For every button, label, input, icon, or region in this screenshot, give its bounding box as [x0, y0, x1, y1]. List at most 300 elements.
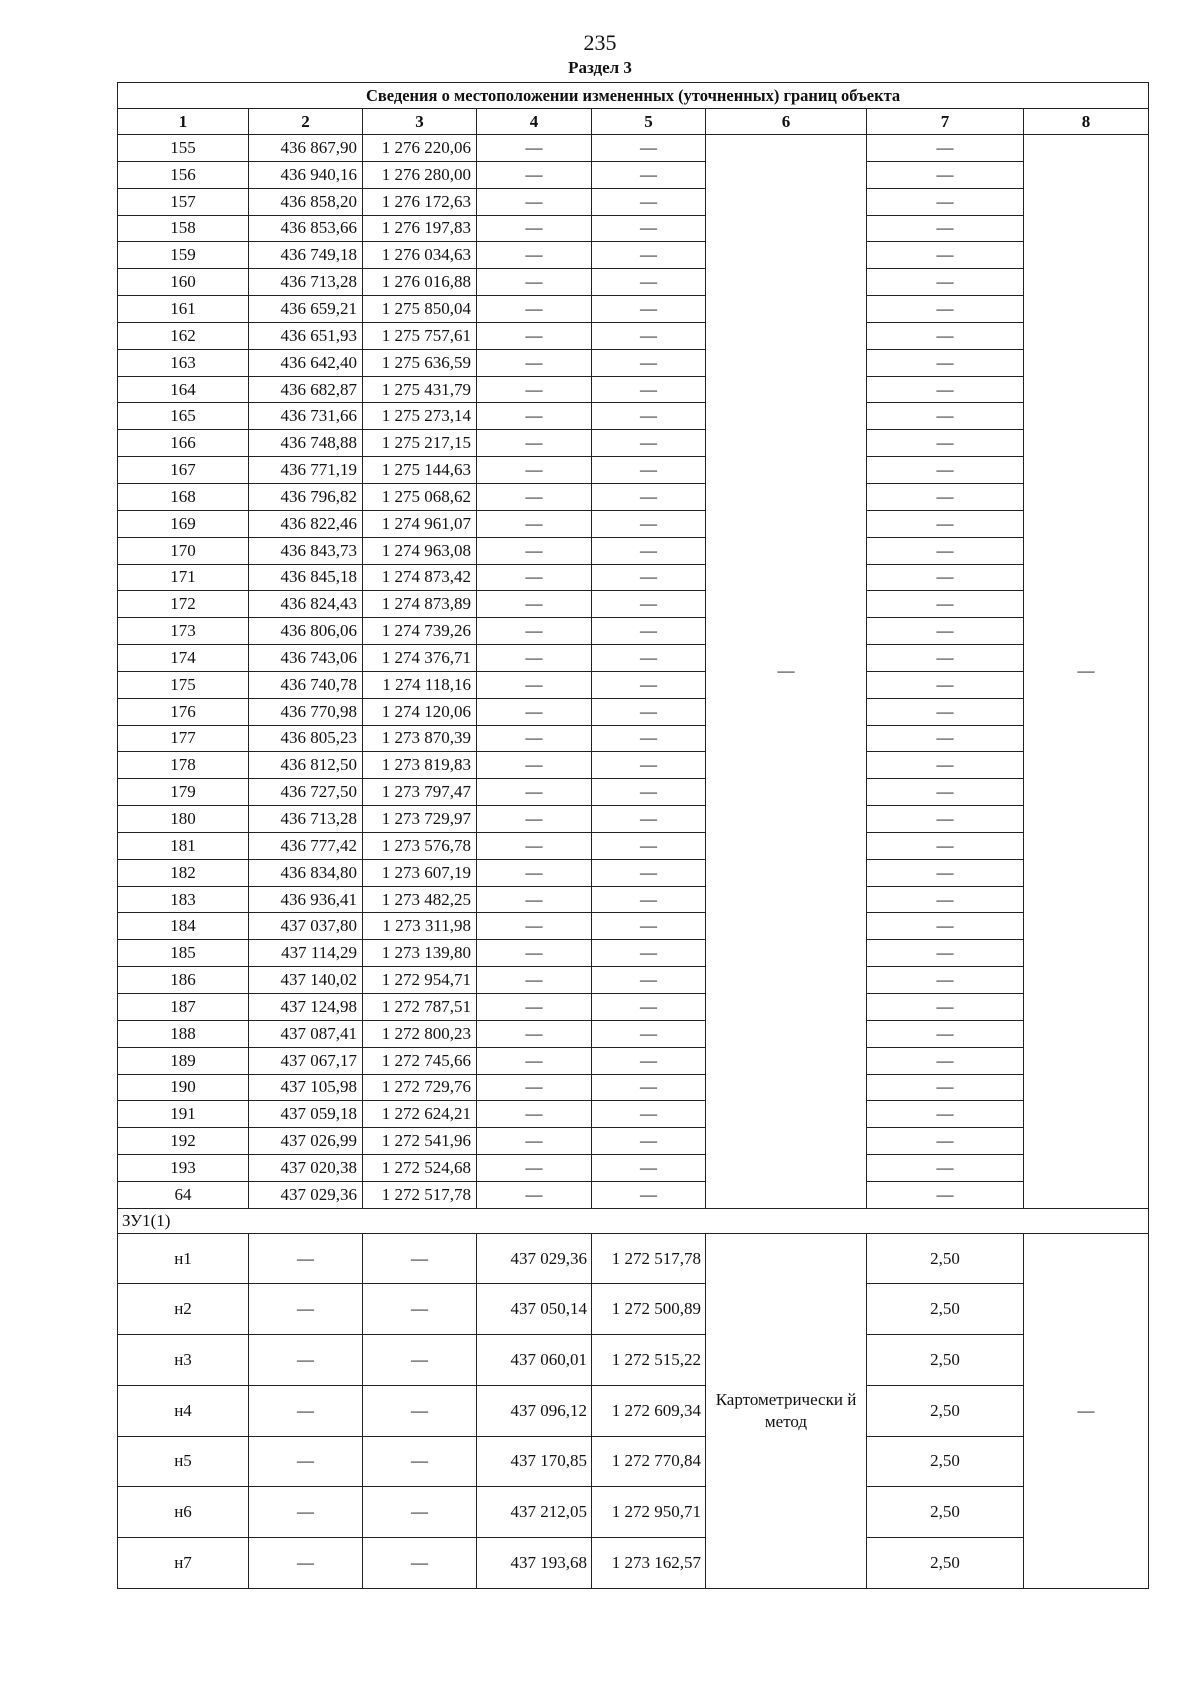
dash-cell: —: [867, 671, 1024, 698]
coordinate-y: 1 273 819,83: [363, 752, 477, 779]
point-number: н7: [118, 1537, 249, 1588]
coordinate-x: 436 796,82: [249, 483, 363, 510]
coordinate-x: 436 727,50: [249, 779, 363, 806]
coordinate-x: 436 713,28: [249, 269, 363, 296]
coordinate-x: 437 212,05: [477, 1487, 592, 1538]
dash-cell: —: [867, 457, 1024, 484]
dash-cell: —: [592, 510, 706, 537]
coordinate-x: 436 834,80: [249, 859, 363, 886]
dash-cell: —: [592, 403, 706, 430]
point-number: 178: [118, 752, 249, 779]
point-number: 177: [118, 725, 249, 752]
dash-cell: —: [867, 832, 1024, 859]
dash-cell: —: [477, 430, 592, 457]
dash-cell: —: [477, 188, 592, 215]
dash-cell: —: [477, 671, 592, 698]
point-number: 168: [118, 483, 249, 510]
dash-cell: —: [592, 161, 706, 188]
point-number: 174: [118, 645, 249, 672]
dash-cell: —: [592, 376, 706, 403]
coordinate-y: 1 273 139,80: [363, 940, 477, 967]
caption-row: [118, 83, 1149, 109]
dash-cell: —: [249, 1436, 363, 1487]
point-number: 187: [118, 994, 249, 1021]
dash-cell: —: [363, 1233, 477, 1284]
coordinate-x: 437 170,85: [477, 1436, 592, 1487]
dash-cell: —: [867, 806, 1024, 833]
table-row: [118, 564, 1149, 591]
table-caption: Сведения о местоположении измененных (уточненных) границ объекта: [118, 83, 1149, 109]
column-header: 2: [249, 109, 363, 135]
dash-cell: —: [592, 1074, 706, 1101]
dash-cell: —: [477, 269, 592, 296]
coordinate-x: 437 096,12: [477, 1385, 592, 1436]
coordinate-y: 1 275 757,61: [363, 322, 477, 349]
table-row: [118, 725, 1149, 752]
dash-cell: —: [867, 591, 1024, 618]
point-number: 185: [118, 940, 249, 967]
dash-cell: —: [867, 940, 1024, 967]
column-header-row: [118, 109, 1149, 135]
table-row: [118, 698, 1149, 725]
dash-cell: —: [592, 1128, 706, 1155]
table-row: [118, 1233, 1149, 1284]
dash-cell: —: [867, 376, 1024, 403]
point-number: 156: [118, 161, 249, 188]
accuracy-cell: 2,50: [867, 1335, 1024, 1386]
dash-cell: —: [867, 322, 1024, 349]
table-row: [118, 349, 1149, 376]
table-row: [118, 1487, 1149, 1538]
table-row: [118, 1284, 1149, 1335]
point-number: 186: [118, 967, 249, 994]
point-number: 161: [118, 296, 249, 323]
dash-cell: —: [477, 779, 592, 806]
point-number: 169: [118, 510, 249, 537]
group-label: ЗУ1(1): [118, 1208, 1149, 1233]
column-header: 8: [1024, 109, 1149, 135]
dash-cell: —: [592, 322, 706, 349]
dash-cell: —: [477, 725, 592, 752]
point-number: 157: [118, 188, 249, 215]
dash-cell: —: [867, 1155, 1024, 1182]
dash-cell: —: [477, 645, 592, 672]
coordinate-y: 1 274 120,06: [363, 698, 477, 725]
point-number: 173: [118, 618, 249, 645]
dash-cell: —: [592, 886, 706, 913]
dash-cell: —: [477, 1020, 592, 1047]
coordinate-x: 436 713,28: [249, 806, 363, 833]
coordinate-y: 1 272 729,76: [363, 1074, 477, 1101]
table-row: [118, 1537, 1149, 1588]
coordinate-x: 437 026,99: [249, 1128, 363, 1155]
dash-cell: —: [592, 483, 706, 510]
dash-cell: —: [592, 457, 706, 484]
table-row: [118, 779, 1149, 806]
point-number: н2: [118, 1284, 249, 1335]
dash-cell: —: [592, 725, 706, 752]
dash-cell: —: [477, 322, 592, 349]
coordinate-y: 1 274 739,26: [363, 618, 477, 645]
coordinate-x: 436 867,90: [249, 135, 363, 162]
coordinate-x: 436 805,23: [249, 725, 363, 752]
point-number: 190: [118, 1074, 249, 1101]
dash-cell: —: [477, 1181, 592, 1208]
point-number: 182: [118, 859, 249, 886]
coordinate-y: 1 272 954,71: [363, 967, 477, 994]
table-row: [118, 645, 1149, 672]
dash-cell: —: [592, 913, 706, 940]
coordinate-x: 436 858,20: [249, 188, 363, 215]
table-row: [118, 1047, 1149, 1074]
coordinate-y: 1 272 787,51: [363, 994, 477, 1021]
coordinate-x: 436 749,18: [249, 242, 363, 269]
table-row: [118, 510, 1149, 537]
table-row: [118, 913, 1149, 940]
dash-cell: —: [592, 296, 706, 323]
table-row: [118, 430, 1149, 457]
table-row: [118, 215, 1149, 242]
coordinate-x: 436 740,78: [249, 671, 363, 698]
dash-cell: —: [592, 1181, 706, 1208]
dash-cell: —: [592, 591, 706, 618]
dash-cell: —: [592, 994, 706, 1021]
coordinate-x: 436 806,06: [249, 618, 363, 645]
point-number: 170: [118, 537, 249, 564]
dash-cell: —: [249, 1385, 363, 1436]
point-number: 189: [118, 1047, 249, 1074]
column-header: 6: [706, 109, 867, 135]
coordinate-y: 1 272 517,78: [363, 1181, 477, 1208]
dash-cell: —: [867, 1047, 1024, 1074]
coordinate-x: 436 748,88: [249, 430, 363, 457]
table-row: [118, 1335, 1149, 1386]
dash-cell: —: [592, 1020, 706, 1047]
dash-cell: —: [867, 1074, 1024, 1101]
point-number: 165: [118, 403, 249, 430]
method-cell: Картометрически й метод: [706, 1233, 867, 1588]
dash-cell: —: [592, 135, 706, 162]
point-number: 175: [118, 671, 249, 698]
coordinate-x: 436 936,41: [249, 886, 363, 913]
point-number: 188: [118, 1020, 249, 1047]
coordinate-x: 437 060,01: [477, 1335, 592, 1386]
table-row: [118, 1155, 1149, 1182]
point-number: 160: [118, 269, 249, 296]
point-number: 181: [118, 832, 249, 859]
dash-cell: —: [477, 1155, 592, 1182]
coordinate-x: 437 050,14: [477, 1284, 592, 1335]
dash-cell: —: [477, 698, 592, 725]
point-number: н3: [118, 1335, 249, 1386]
point-number: 172: [118, 591, 249, 618]
coordinate-y: 1 275 217,15: [363, 430, 477, 457]
coordinate-x: 437 114,29: [249, 940, 363, 967]
dash-cell: —: [363, 1436, 477, 1487]
dash-cell: —: [363, 1487, 477, 1538]
point-number: 176: [118, 698, 249, 725]
dash-cell: —: [477, 1101, 592, 1128]
point-number: н6: [118, 1487, 249, 1538]
coordinate-x: 436 642,40: [249, 349, 363, 376]
dash-cell: —: [477, 510, 592, 537]
dash-cell: —: [477, 967, 592, 994]
group-row: [118, 1208, 1149, 1233]
coordinate-y: 1 275 144,63: [363, 457, 477, 484]
table-row: [118, 591, 1149, 618]
table-row: [118, 135, 1149, 162]
coordinate-y: 1 273 797,47: [363, 779, 477, 806]
coordinate-y: 1 273 162,57: [592, 1537, 706, 1588]
accuracy-cell: 2,50: [867, 1284, 1024, 1335]
coordinate-x: 436 845,18: [249, 564, 363, 591]
dash-cell: —: [592, 1047, 706, 1074]
coordinate-y: 1 273 576,78: [363, 832, 477, 859]
dash-cell: —: [592, 1101, 706, 1128]
table-row: [118, 296, 1149, 323]
dash-cell: —: [592, 859, 706, 886]
dash-cell: —: [249, 1335, 363, 1386]
dash-cell: —: [477, 537, 592, 564]
table-row: [118, 1436, 1149, 1487]
coordinate-y: 1 274 873,89: [363, 591, 477, 618]
coordinate-y: 1 273 607,19: [363, 859, 477, 886]
dash-cell: —: [477, 457, 592, 484]
dash-cell: —: [867, 1128, 1024, 1155]
dash-cell: —: [477, 591, 592, 618]
point-number: 166: [118, 430, 249, 457]
coordinate-x: 436 777,42: [249, 832, 363, 859]
table-row: [118, 1020, 1149, 1047]
coordinate-x: 436 940,16: [249, 161, 363, 188]
dash-cell: —: [249, 1284, 363, 1335]
coordinate-y: 1 275 850,04: [363, 296, 477, 323]
coordinate-x: 437 087,41: [249, 1020, 363, 1047]
dash-cell: —: [867, 430, 1024, 457]
coordinate-y: 1 273 482,25: [363, 886, 477, 913]
dash-cell: —: [363, 1385, 477, 1436]
dash-cell: —: [592, 1155, 706, 1182]
coordinate-x: 436 682,87: [249, 376, 363, 403]
table-row: [118, 832, 1149, 859]
coordinate-y: 1 276 197,83: [363, 215, 477, 242]
table-body: [118, 83, 1149, 1589]
coordinate-x: 436 770,98: [249, 698, 363, 725]
dash-cell: —: [867, 1181, 1024, 1208]
dash-cell: —: [477, 806, 592, 833]
dash-cell: —: [477, 913, 592, 940]
table-row: [118, 269, 1149, 296]
dash-cell: —: [867, 886, 1024, 913]
dash-cell: —: [592, 940, 706, 967]
dash-cell: —: [592, 779, 706, 806]
table-row: [118, 242, 1149, 269]
dash-cell: —: [477, 1047, 592, 1074]
coordinate-x: 437 059,18: [249, 1101, 363, 1128]
dash-cell: —: [592, 215, 706, 242]
dash-cell: —: [592, 832, 706, 859]
boundary-table: [117, 82, 1149, 1589]
column-header: 5: [592, 109, 706, 135]
dash-cell: —: [867, 135, 1024, 162]
point-number: 183: [118, 886, 249, 913]
table-row: [118, 1385, 1149, 1436]
table-row: [118, 859, 1149, 886]
coordinate-y: 1 272 524,68: [363, 1155, 477, 1182]
coordinate-x: 437 067,17: [249, 1047, 363, 1074]
coordinate-y: 1 272 745,66: [363, 1047, 477, 1074]
dash-cell: —: [867, 618, 1024, 645]
coordinate-y: 1 272 517,78: [592, 1233, 706, 1284]
coordinate-y: 1 273 870,39: [363, 725, 477, 752]
coordinate-y: 1 272 950,71: [592, 1487, 706, 1538]
point-number: н5: [118, 1436, 249, 1487]
dash-cell: —: [592, 752, 706, 779]
table-row: [118, 671, 1149, 698]
dash-cell: —: [867, 242, 1024, 269]
dash-cell: —: [477, 1128, 592, 1155]
point-number: 191: [118, 1101, 249, 1128]
dash-cell: —: [592, 564, 706, 591]
dash-cell: —: [592, 537, 706, 564]
point-number: 180: [118, 806, 249, 833]
dash-cell: —: [592, 242, 706, 269]
coordinate-y: 1 274 963,08: [363, 537, 477, 564]
point-number: 162: [118, 322, 249, 349]
dash-cell: —: [592, 349, 706, 376]
dash-cell: —: [867, 510, 1024, 537]
table-row: [118, 483, 1149, 510]
dash-cell: —: [867, 752, 1024, 779]
dash-cell: —: [363, 1537, 477, 1588]
point-number: 192: [118, 1128, 249, 1155]
table-row: [118, 886, 1149, 913]
description-cell-merged: —: [1024, 135, 1149, 1209]
dash-cell: —: [867, 698, 1024, 725]
coordinate-y: 1 276 280,00: [363, 161, 477, 188]
coordinate-x: 436 824,43: [249, 591, 363, 618]
page-number: 235: [583, 30, 617, 55]
dash-cell: —: [867, 349, 1024, 376]
accuracy-cell: 2,50: [867, 1537, 1024, 1588]
point-number: н1: [118, 1233, 249, 1284]
column-header: 7: [867, 109, 1024, 135]
dash-cell: —: [867, 913, 1024, 940]
point-number: 167: [118, 457, 249, 484]
point-number: 193: [118, 1155, 249, 1182]
table-row: [118, 967, 1149, 994]
table-row: [118, 161, 1149, 188]
dash-cell: —: [477, 994, 592, 1021]
coordinate-x: 436 651,93: [249, 322, 363, 349]
coordinate-x: 436 731,66: [249, 403, 363, 430]
coordinate-y: 1 276 016,88: [363, 269, 477, 296]
table-row: [118, 457, 1149, 484]
coordinate-y: 1 275 636,59: [363, 349, 477, 376]
description-cell-merged: —: [1024, 1233, 1149, 1588]
coordinate-x: 437 105,98: [249, 1074, 363, 1101]
dash-cell: —: [249, 1487, 363, 1538]
coordinate-y: 1 272 800,23: [363, 1020, 477, 1047]
table-row: [118, 752, 1149, 779]
table-row: [118, 376, 1149, 403]
dash-cell: —: [477, 376, 592, 403]
dash-cell: —: [592, 671, 706, 698]
point-number: н4: [118, 1385, 249, 1436]
dash-cell: —: [867, 269, 1024, 296]
dash-cell: —: [867, 564, 1024, 591]
dash-cell: —: [867, 967, 1024, 994]
accuracy-cell: 2,50: [867, 1233, 1024, 1284]
coordinate-y: 1 275 273,14: [363, 403, 477, 430]
coordinate-y: 1 274 376,71: [363, 645, 477, 672]
dash-cell: —: [867, 645, 1024, 672]
coordinate-y: 1 275 431,79: [363, 376, 477, 403]
coordinate-y: 1 274 873,42: [363, 564, 477, 591]
dash-cell: —: [477, 215, 592, 242]
coordinate-x: 437 193,68: [477, 1537, 592, 1588]
coordinate-y: 1 272 624,21: [363, 1101, 477, 1128]
dash-cell: —: [592, 645, 706, 672]
table-row: [118, 322, 1149, 349]
dash-cell: —: [477, 832, 592, 859]
point-number: 64: [118, 1181, 249, 1208]
point-number: 159: [118, 242, 249, 269]
dash-cell: —: [592, 430, 706, 457]
coordinate-x: 437 140,02: [249, 967, 363, 994]
coordinate-x: 436 822,46: [249, 510, 363, 537]
dash-cell: —: [867, 215, 1024, 242]
coordinate-x: 436 743,06: [249, 645, 363, 672]
dash-cell: —: [477, 940, 592, 967]
accuracy-cell: 2,50: [867, 1385, 1024, 1436]
table-row: [118, 994, 1149, 1021]
table-row: [118, 188, 1149, 215]
dash-cell: —: [477, 886, 592, 913]
coordinate-y: 1 272 609,34: [592, 1385, 706, 1436]
table-row: [118, 537, 1149, 564]
coordinate-x: 437 124,98: [249, 994, 363, 1021]
dash-cell: —: [867, 537, 1024, 564]
dash-cell: —: [477, 564, 592, 591]
table-row: [118, 1101, 1149, 1128]
dash-cell: —: [477, 403, 592, 430]
dash-cell: —: [867, 296, 1024, 323]
dash-cell: —: [592, 698, 706, 725]
coordinate-x: 436 659,21: [249, 296, 363, 323]
coordinate-y: 1 272 770,84: [592, 1436, 706, 1487]
coordinate-x: 437 029,36: [249, 1181, 363, 1208]
accuracy-cell: 2,50: [867, 1487, 1024, 1538]
dash-cell: —: [477, 483, 592, 510]
point-number: 155: [118, 135, 249, 162]
point-number: 164: [118, 376, 249, 403]
point-number: 171: [118, 564, 249, 591]
dash-cell: —: [477, 161, 592, 188]
coordinate-x: 436 771,19: [249, 457, 363, 484]
coordinate-y: 1 276 220,06: [363, 135, 477, 162]
coordinate-x: 437 029,36: [477, 1233, 592, 1284]
dash-cell: —: [867, 188, 1024, 215]
point-number: 179: [118, 779, 249, 806]
column-header: 3: [363, 109, 477, 135]
dash-cell: —: [867, 483, 1024, 510]
coordinate-y: 1 273 729,97: [363, 806, 477, 833]
coordinate-y: 1 272 541,96: [363, 1128, 477, 1155]
dash-cell: —: [592, 188, 706, 215]
table-row: [118, 618, 1149, 645]
dash-cell: —: [363, 1335, 477, 1386]
